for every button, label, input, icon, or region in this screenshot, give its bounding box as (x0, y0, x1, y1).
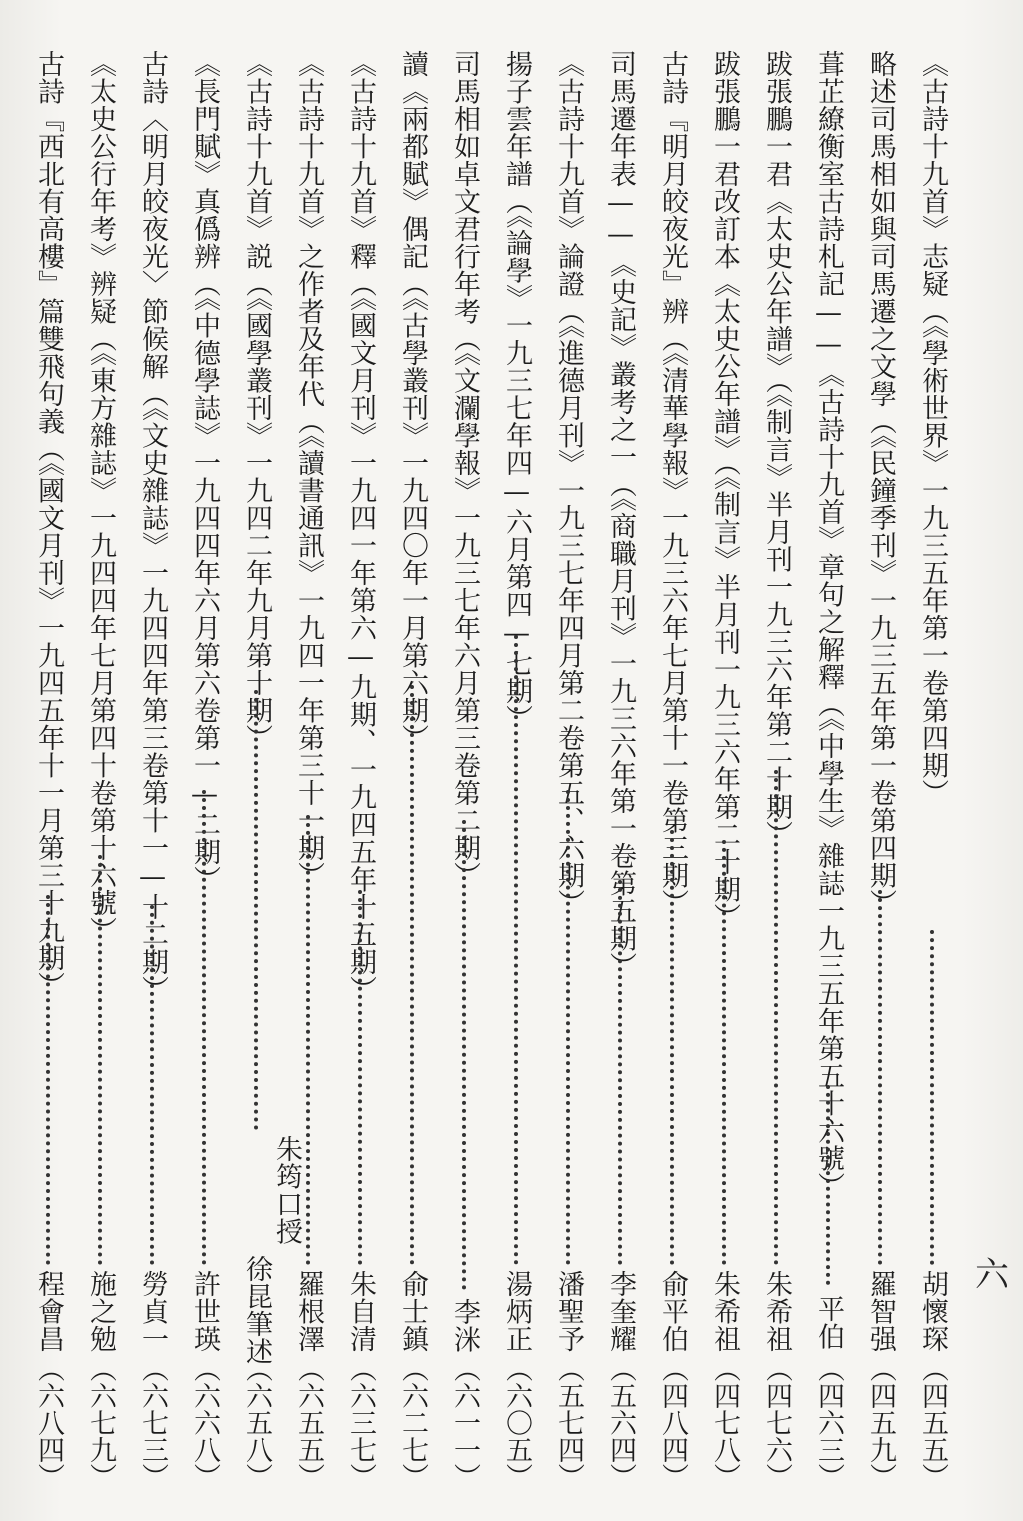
entry-author: 許世瑛 (189, 1270, 220, 1353)
toc-entry[interactable] (494, 50, 538, 1490)
page-number: 六 (975, 1255, 1009, 1295)
entry-pages: （四六三） (813, 1355, 844, 1490)
entry-pages: （四七六） (761, 1355, 792, 1490)
toc-entry[interactable] (234, 50, 302, 1490)
entry-title: 《古詩十九首》論證（《進德月刊》一九三七年四月第二卷第五、六期） (553, 50, 584, 917)
entry-title: 古詩〈明月皎夜光〉節候解（《文史雜誌》一九四四年第三卷第十一—十二期） (137, 50, 168, 1003)
dot-leader (930, 930, 938, 1265)
dot-leader (150, 905, 158, 1265)
entry-pages: （六七三） (137, 1355, 168, 1490)
dot-leader (618, 880, 626, 1265)
entry-title: 《太史公行年考》辨疑（《東方雜誌》一九四四年七月第四十卷第十六號） (85, 50, 116, 944)
entry-title: 跋張鵬一君改訂本《太史公年譜》（《制言》半月刊一九三六年第二十期） (709, 50, 740, 931)
entry-author: 俞平伯 (657, 1270, 688, 1353)
entry-author: 施之勉 (85, 1270, 116, 1353)
entry-title: 司馬遷年表——《史記》叢考之一（《商職月刊》一九三六年第一卷第五期） (605, 50, 636, 980)
entry-author: 朱希祖 (761, 1270, 792, 1353)
entry-title: 讀《兩都賦》偶記（《古學叢刊》一九四〇年一月第六期） (397, 50, 428, 752)
entry-pages: （六二七） (397, 1355, 428, 1490)
entry-author: 羅智强 (865, 1270, 896, 1353)
entry-author: 俞士鎮 (397, 1270, 428, 1353)
entry-author: 胡懷琛 (917, 1270, 948, 1353)
toc-entry[interactable] (910, 50, 954, 1490)
toc-entry[interactable] (858, 50, 902, 1490)
toc-entry[interactable] (78, 50, 122, 1490)
toc-entry[interactable] (754, 50, 798, 1490)
entry-credit: 朱筠口授 (271, 1135, 302, 1245)
entry-pages: （六〇五） (501, 1355, 532, 1490)
entry-pages: （四八四） (657, 1355, 688, 1490)
toc-entry[interactable] (702, 50, 746, 1490)
entry-title: 《長門賦》真僞辨（《中德學誌》一九四四年六月第六卷第一—二期） (189, 50, 220, 893)
entry-author: 勞貞一 (137, 1270, 168, 1353)
entry-author: 朱自清 (345, 1270, 376, 1353)
dot-leader (358, 890, 366, 1265)
entry-pages: （六五八） (241, 1355, 272, 1490)
table-of-contents (33, 50, 960, 1490)
toc-entry[interactable] (390, 50, 434, 1490)
entry-pages: （六六八） (189, 1355, 220, 1490)
entry-author: 程會昌 (33, 1270, 64, 1353)
dot-leader (462, 820, 470, 1290)
dot-leader (826, 1085, 834, 1285)
toc-entry[interactable] (338, 50, 382, 1490)
dot-leader (514, 635, 522, 1265)
entry-title: 跋張鵬一君《太史公年譜》（《制言》半月刊一九三六年第二十期） (761, 50, 792, 848)
entry-title: 略述司馬相如與司馬遷之文學（《民鐘季刊》一九三五年第一卷第四期） (865, 50, 896, 917)
entry-title: 古詩『明月皎夜光』辨（《清華學報》一九三六年七月第十一卷第三期） (657, 50, 688, 917)
toc-entry[interactable] (130, 50, 174, 1490)
entry-pages: （五七四） (553, 1355, 584, 1490)
toc-entry[interactable] (598, 50, 642, 1490)
dot-leader (774, 770, 782, 1265)
entry-author: 湯炳正 (501, 1270, 532, 1353)
toc-entry[interactable] (650, 50, 694, 1490)
toc-entry[interactable] (546, 50, 590, 1490)
entry-title: 《古詩十九首》之作者及年代（《讀書通訊》一九四一年第三十一期） (293, 50, 324, 889)
dot-leader (566, 790, 574, 1265)
entry-author: 李奎耀 (605, 1270, 636, 1353)
dot-leader (98, 855, 106, 1265)
entry-title: 揚子雲年譜（《論學》一九三七年四—六月第四—七期） (501, 50, 532, 732)
dot-leader (202, 790, 210, 1265)
entry-title: 《古詩十九首》釋（《國文月刊》一九四一年第六—九期、一九四五年十五期） (345, 50, 376, 1003)
toc-entry[interactable] (182, 50, 226, 1490)
entry-pages: （六七九） (85, 1355, 116, 1490)
entry-title: 葺芷繚衡室古詩札記——《古詩十九首》章句之解釋（《中學生》雜誌一九三五年第五十六號） (813, 50, 844, 1200)
entry-author: 徐昆筆述 (241, 1255, 272, 1365)
entry-title: 古詩『西北有高樓』篇雙飛句義（《國文月刊》一九四五年十一月第三十九期） (33, 50, 64, 999)
entry-author: 李洣 (449, 1298, 480, 1353)
entry-title: 司馬相如卓文君行年考（《文瀾學報》一九三七年六月第三卷第二期） (449, 50, 480, 889)
entry-author: 潘聖予 (553, 1270, 584, 1353)
toc-entry[interactable] (806, 50, 850, 1490)
toc-entry[interactable] (286, 50, 330, 1490)
entry-pages: （四七八） (709, 1355, 740, 1490)
entry-pages: （四五九） (865, 1355, 896, 1490)
entry-pages: （六五五） (293, 1355, 324, 1490)
entry-title: 《古詩十九首》説（《國學叢刊》一九四二年九月第十期） (241, 50, 272, 752)
entry-pages: （六一一） (449, 1355, 480, 1490)
dot-leader (878, 890, 886, 1265)
entry-author: 朱希祖 (709, 1270, 740, 1353)
toc-entry[interactable] (26, 50, 70, 1490)
dot-leader (722, 840, 730, 1265)
entry-author: 平伯 (813, 1295, 844, 1350)
entry-pages: （六三七） (345, 1355, 376, 1490)
entry-pages: （四五五） (917, 1355, 948, 1490)
dot-leader (46, 895, 54, 1265)
dot-leader (670, 830, 678, 1265)
entry-pages: （五六四） (605, 1355, 636, 1490)
entry-title: 《古詩十九首》志疑（《學術世界》一九三五年第一卷第四期） (917, 50, 948, 807)
toc-entry[interactable] (442, 50, 486, 1490)
dot-leader (254, 690, 262, 1130)
dot-leader (410, 685, 418, 1265)
entry-author: 羅根澤 (293, 1270, 324, 1353)
entry-pages: （六八四） (33, 1355, 64, 1490)
